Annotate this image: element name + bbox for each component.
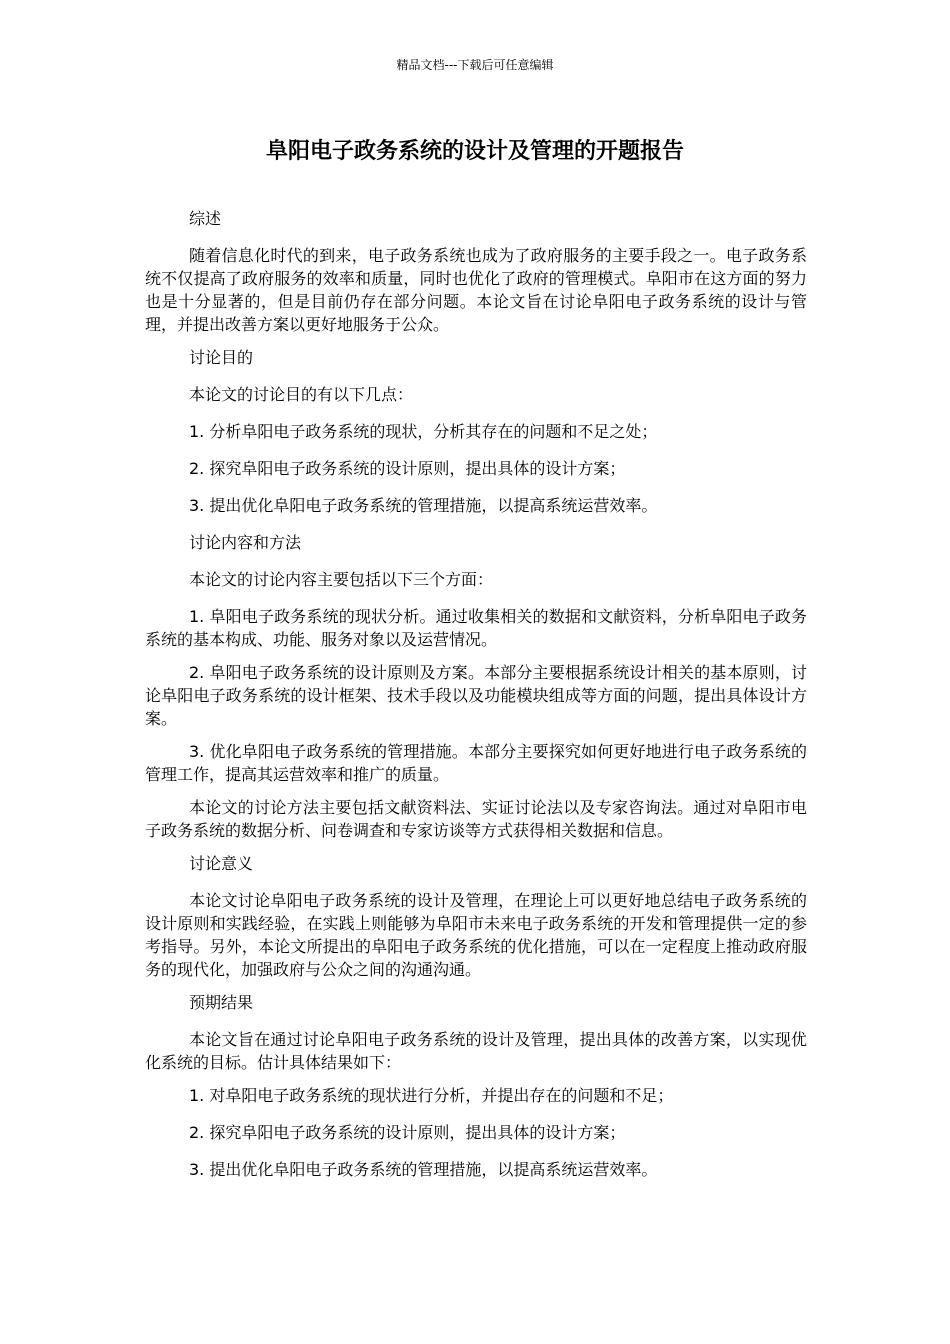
paragraph: 本论文的讨论方法主要包括文献资料法、实证讨论法以及专家咨询法。通过对阜阳市电子政务系统的数据分析、问卷调查和专家访谈等方式获得相关数据和信息。	[145, 798, 807, 840]
document-title: 阜阳电子政务系统的设计及管理的开题报告	[265, 139, 684, 164]
paragraph: 3. 提出优化阜阳电子政务系统的管理措施，以提高系统运营效率。	[189, 1160, 658, 1179]
section-heading: 预期结果	[189, 993, 254, 1012]
paragraph: 本论文讨论阜阳电子政务系统的设计及管理，在理论上可以更好地总结电子政务系统的设计原则和实践经验，在实践上则能够为阜阳市未来电子政务系统的开发和管理提供一定的参考指导。另外，本论文所提出的阜阳电子政务系统的优化措施，可以在一定程度上推动政府服务的现代化，加强政府与公众之间的沟通沟通。	[145, 891, 807, 979]
section-heading: 讨论意义	[189, 854, 254, 873]
header-note: 精品文档---下载后可任意编辑	[396, 58, 554, 72]
paragraph: 1. 对阜阳电子政务系统的现状进行分析，并提出存在的问题和不足；	[189, 1086, 674, 1105]
paragraph: 1. 阜阳电子政务系统的现状分析。通过收集相关的数据和文献资料，分析阜阳电子政务系统的基本构成、功能、服务对象以及运营情况。	[145, 607, 807, 649]
document-body	[145, 207, 807, 1195]
paragraph: 本论文的讨论目的有以下几点：	[189, 385, 414, 404]
section-heading: 讨论内容和方法	[189, 533, 302, 552]
paragraph: 本论文旨在通过讨论阜阳电子政务系统的设计及管理，提出具体的改善方案，以实现优化系统的目标。估计具体结果如下：	[145, 1030, 807, 1072]
paragraph: 2. 探究阜阳电子政务系统的设计原则，提出具体的设计方案；	[189, 1123, 626, 1142]
paragraph: 2. 探究阜阳电子政务系统的设计原则，提出具体的设计方案；	[189, 459, 626, 478]
paragraph: 3. 提出优化阜阳电子政务系统的管理措施，以提高系统运营效率。	[189, 496, 658, 515]
section-heading: 综述	[189, 209, 222, 228]
paragraph: 3. 优化阜阳电子政务系统的管理措施。本部分主要探究如何更好地进行电子政务系统的管理工作，提高其运营效率和推广的质量。	[145, 742, 807, 784]
paragraph: 2. 阜阳电子政务系统的设计原则及方案。本部分主要根据系统设计相关的基本原则，讨论阜阳电子政务系统的设计框架、技术手段以及功能模块组成等方面的问题，提出具体设计方案。	[145, 663, 807, 728]
paragraph: 本论文的讨论内容主要包括以下三个方面：	[189, 570, 494, 589]
paragraph: 1. 分析阜阳电子政务系统的现状，分析其存在的问题和不足之处；	[189, 422, 658, 441]
section-heading: 讨论目的	[189, 348, 254, 367]
paragraph: 随着信息化时代的到来，电子政务系统也成为了政府服务的主要手段之一。电子政务系统不仅提高了政府服务的效率和质量，同时也优化了政府的管理模式。阜阳市在这方面的努力也是十分显著的，但是目前仍存在部分问题。本论文旨在讨论阜阳电子政务系统的设计与管理，并提出改善方案以更好地服务于公众。	[145, 246, 807, 334]
